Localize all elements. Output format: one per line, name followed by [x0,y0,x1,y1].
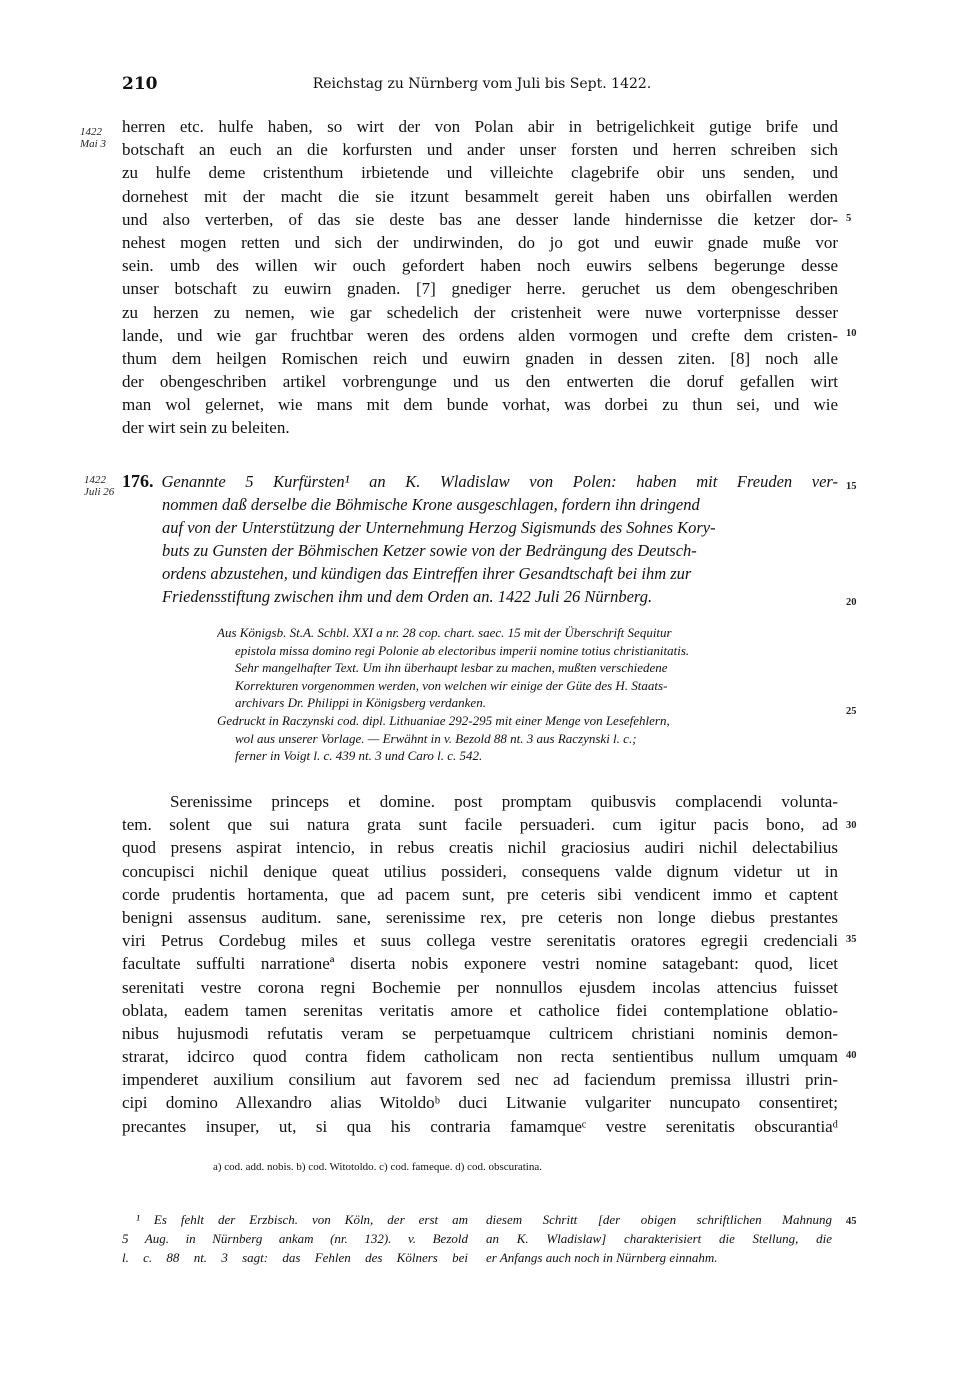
text-line: viri Petrus Cordebug miles et suus collega vestre serenitatis oratores egregii credenciali [122,931,838,951]
text-line: lande, und wie gar fruchtbar weren des ordens alden vormogen und crefte dem cristen- [122,325,838,345]
footnote-line: l. c. 88 nt. 3 sagt: das Fehlen des Kölners bei [122,1250,468,1265]
letter-text [122,790,838,1138]
line-number: 45 [846,1216,857,1227]
source-line: ferner in Voigt l. c. 439 nt. 3 und Caro l. c. 542. [235,748,483,764]
text-line: corde prudentis hortamenta, que ad pacem sunt, pre ceteris sibi vendicent immo et captent [122,884,838,904]
text-line: concupisci nichil denique queat utilius possideri, consequens valde dignum videtur ut in [122,861,838,881]
text-line: Serenissime princeps et domine. post promptam quibusvis complacendi volunta- [170,792,838,811]
text-line: zu herzen zu nemen, wie gar schedelich der cristenheit were nuwe vorterpnisse desser [122,302,838,322]
source-line: wol aus unserer Vorlage. — Erwähnt in v. Bezold 88 nt. 3 aus Raczynski l. c.; [235,730,637,746]
heading-line: nommen daß derselbe die Böhmische Krone ausgeschlagen, fordern ihn dringend [162,495,700,514]
heading-line: Friedensstiftung zwischen ihm und dem Orden an. 1422 Juli 26 Nürnberg. [162,587,653,606]
text-line: der obengeschriben artikel vorbrengunge und us den entwerten die doruf gefallen wirt [122,372,838,392]
text-line: herren etc. hulfe haben, so wirt der von Polan abir in betrigelichkeit gutige brife und [122,117,838,136]
footnote-right-column [486,1210,832,1267]
source-line: Korrekturen vorgenommen werden, von welchen wir einige der Güte des H. Staats- [235,677,668,693]
text-line: zu hulfe deme cristenthum irbietende und villeichte clagebrife obir uns senden, und [122,163,838,183]
source-line: archivars Dr. Philippi in Königsberg verdanken. [235,695,486,711]
text-line: serenitati vestre corona regni Bochemie per nonnullos ejusdem incolas attencius fuisset [122,977,838,997]
continuation-text [122,115,838,440]
source-line: Aus Königsb. St.A. Schbl. XXI a nr. 28 cop. chart. saec. 15 mit der Überschrift Sequitur [217,625,672,640]
text-line: cipi domino Allexandro alias Witoldoᵇ duci Litwanie vulgariter nuncupato consentiret; [122,1093,838,1113]
text-line: der wirt sein zu beleiten. [122,418,290,438]
margin-date-2 [84,474,114,498]
variant-apparatus: a) cod. add. nobis. b) cod. Witotoldo. c) cod. fameque. d) cod. obscuratina. [213,1161,542,1173]
source-note [217,624,837,765]
text-line: impenderet auxilium consilium aut favorem sed nec ad faciendum premissa illustri prin- [122,1070,838,1090]
margin-date-day: Juli 26 [84,486,115,498]
running-title: Reichstag zu Nürnberg vom Juli bis Sept. 1422. [312,76,652,92]
line-number: 20 [846,597,857,608]
text-line: thum dem heilgen Romischen reich und euwirn gnaden in dessen ziten. [8] noch alle [122,348,838,368]
margin-date-day: Mai 3 [80,138,106,150]
heading-line: ordens abzustehen, und kündigen das Eintreffen ihrer Gesandtschaft bei ihm zur [162,564,692,583]
source-line: Gedruckt in Raczynski cod. dipl. Lithuaniae 292-295 mit einer Menge von Lesefehlern, [217,712,670,728]
heading-line: Genannte 5 Kurfürsten¹ an K. Wladislaw von Polen: haben mit Freuden ver- [161,472,838,491]
source-line: epistola missa domino regi Polonie ab electoribus imperii nomine totius christianitatis. [235,642,690,658]
text-line: oblata, eadem tamen serenitas veritatis amore et catholice fidei contemplatione oblatio- [122,1000,838,1020]
text-line: botschaft an euch an die korfursten und ander unser forsten und herren schreiben sich [122,140,838,160]
text-line: tem. solent que sui natura grata sunt facile persuaderi. cum igitur pacis bono, ad [122,815,838,835]
document-heading [122,470,838,608]
text-line: dornehest mit der macht die sie itzunt besammelt gereit haben uns obirfallen werden [122,186,838,206]
line-number: 10 [846,328,857,339]
line-number: 30 [846,820,857,831]
line-number: 25 [846,706,857,717]
text-line: facultate suffulti narrationeª diserta nobis exponere vestri nomine satagebant: quod, licet [122,954,838,974]
text-line: man wol gelernet, wie mans mit dem bunde vorhat, was dorbei zu thun sei, und wie [122,395,838,415]
line-number: 15 [846,481,857,492]
footnote-line: an K. Wladislaw] charakterisiert die Stellung, die [486,1231,832,1246]
text-line: precantes insuper, ut, si qua his contraria famamqueᶜ vestre serenitatis obscurantiaᵈ [122,1116,838,1136]
source-line: Sehr mangelhafter Text. Um ihn überhaupt lesbar zu machen, mußten verschiedene [235,660,668,676]
text-line: und also verterben, of das sie deste bas ane desser lande hindernisse die ketzer dor- [122,209,838,229]
line-number: 40 [846,1050,857,1061]
margin-date-year: 1422 [80,126,102,138]
footnote-line: 5 Aug. in Nürnberg ankam (nr. 132). v. Bezold [122,1231,468,1246]
heading-line: auf von der Unterstützung der Unternehmung Herzog Sigismunds des Sohnes Kory- [162,518,716,537]
line-number: 5 [846,213,852,224]
heading-line: buts zu Gunsten der Böhmischen Ketzer sowie von der Bedrängung des Deutsch- [162,541,697,560]
margin-date-year: 1422 [84,474,106,486]
footnote-left-column [122,1210,468,1267]
text-line: sein. umb des willen wir ouch gefordert haben noch euwirs selbens begerunge desse [122,256,838,276]
text-line: strarat, idcirco quod contra fidem catholicam non recta sentientibus nullum umquam [122,1047,838,1067]
footnote-line: ¹ Es fehlt der Erzbisch. von Köln, der erst am [136,1212,468,1227]
text-line: nehest mogen retten und sich der undirwinden, do jo got und euwir gnade muße vor [122,232,838,252]
page-number: 210 [122,74,158,94]
margin-date-1 [80,126,106,150]
footnote-line: er Anfangs auch noch in Nürnberg einnahm. [486,1250,718,1265]
text-line: benigni assensus auditum. sane, serenissime rex, pre ceteris non longe diebus prestantes [122,907,838,927]
footnote-line: diesem Schritt [der obigen schriftlichen Mahnung [486,1212,832,1227]
document-number: 176. [122,471,154,491]
text-line: quod presens aspirat intencio, in rebus creatis nichil graciosius audiri nichil delectabilius [122,838,838,858]
line-number: 35 [846,934,857,945]
text-line: nibus hujusmodi refutatis veram se perpetuamque cultricem christiani nominis demon- [122,1023,838,1043]
text-line: unser botschaft zu euwirn gnaden. [7] gnediger herre. geruchet us dem obengeschriben [122,279,838,299]
page-header [122,74,842,98]
